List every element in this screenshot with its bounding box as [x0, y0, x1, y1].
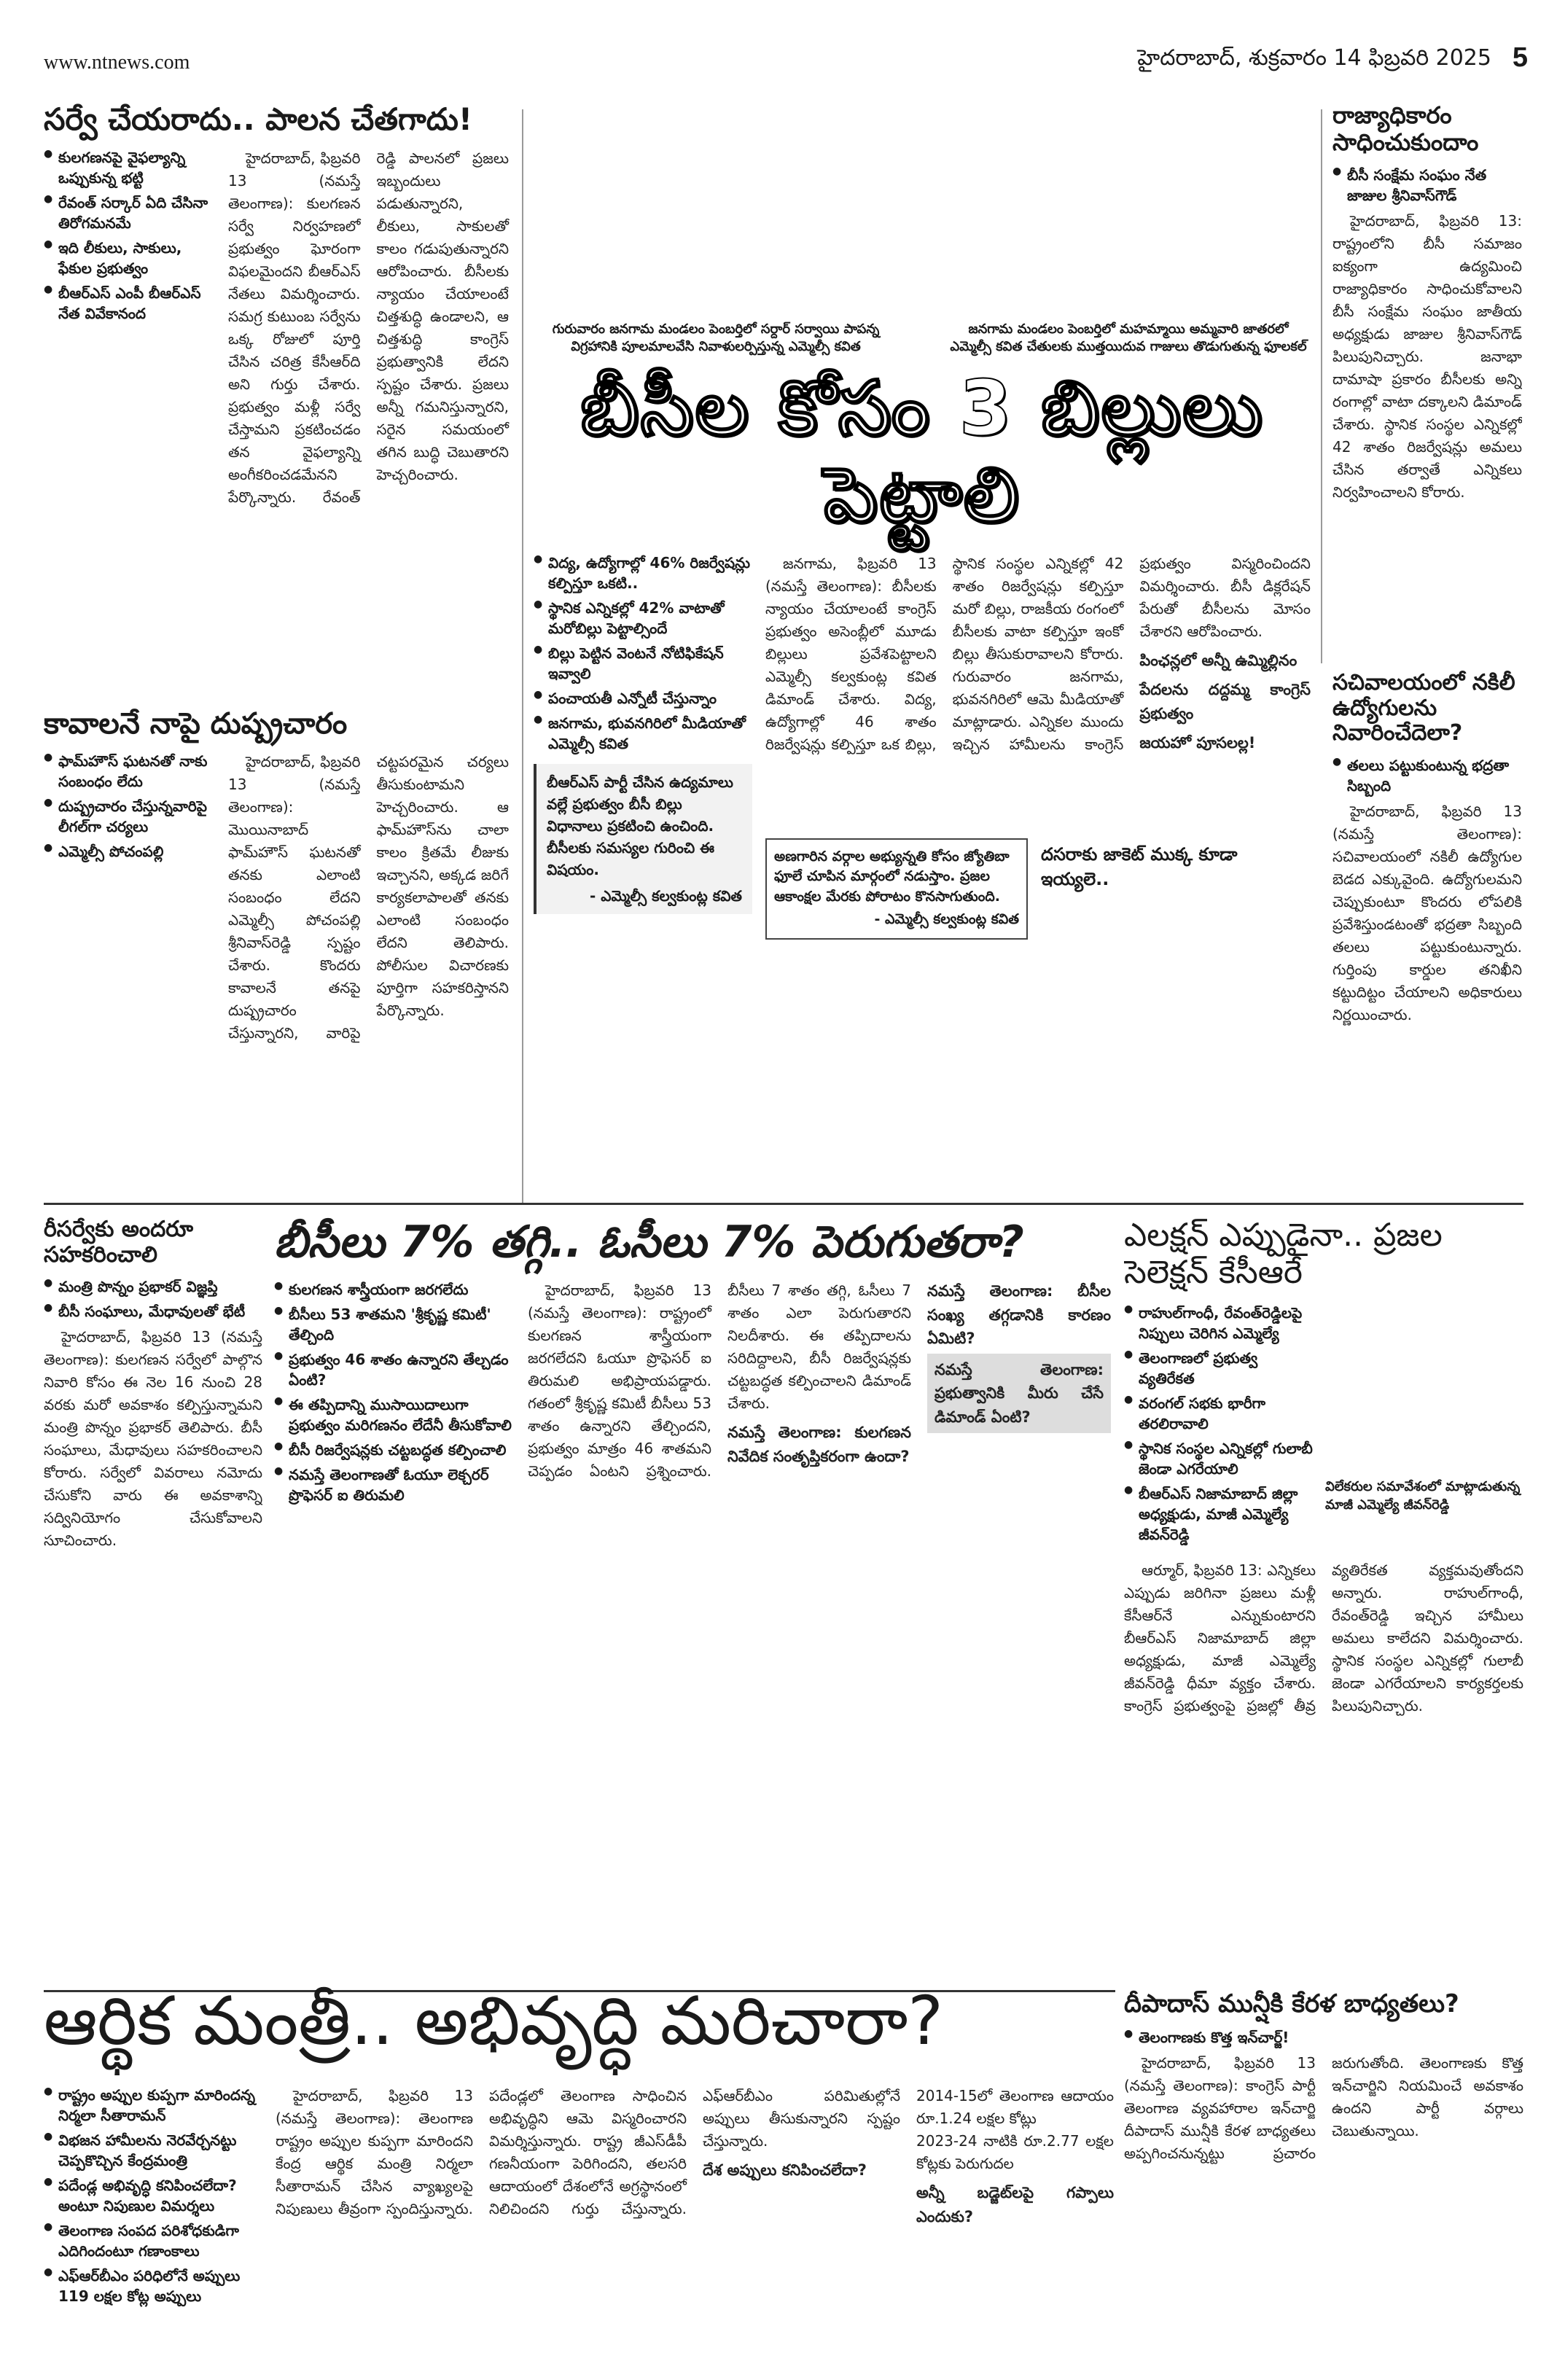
- bullets-deepadas: [1124, 2027, 1523, 2048]
- bullets-lead: [534, 553, 752, 754]
- photo-caption-left: గురువారం జనగామ మండలం పెంబర్తిలో సర్దార్ సర్వాయి పాపన్న విగ్రహానికి పూలమాలవేసి నివాళులర్పిస్తున్న ఎమ్మెల్సీ కవిత: [552, 321, 880, 355]
- body-lead: [765, 553, 1311, 830]
- body-paragraph: హైదరాబాద్, ఫిబ్రవరి 13 (నమస్తే తెలంగాణ): రాష్ట్రంలో కులగణన శాస్త్రీయంగా జరగలేదని ఓయూ ప్రొఫెసర్ ఐ తిరుమలి అభిప్రాయపడ్డారు. గతంలో శ్రీకృష్ణ కమిటీ బీసీలు 53 శాతం ఉన్నారని తేల్చిందని, ప్రభుత్వం మాత్రం 46 శాతమని చెప్పడం ఏంటని ప్రశ్నించారు. బీసీలు 7 శాతం తగ్గి, ఓసీలు 7 శాతం ఎలా పెరుగుతారని నిలదీశారు. ఈ తప్పిదాలను సరిదిద్దాలని, బీసీ రిజర్వేషన్లకు చట్టబద్ధత కల్పించాలని డిమాండ్ చేశారు.: [528, 1281, 911, 1480]
- headline-election: ఎలక్షన్ ఎప్పుడైనా.. ప్రజల సెలెక్షన్ కేసీఆరే: [1124, 1217, 1443, 1291]
- column-divider: [1321, 109, 1322, 663]
- body-secretariat: [1332, 800, 1522, 1179]
- quote-text: బీఆర్ఎస్ పార్టీ చేసిన ఉద్యమాలు వల్లే ప్రభుత్వం బీసీ బిల్లు విధానాలు ప్రకటించి ఉంచింది. బీసీలకు సమస్యల గురించి ఈ విషయం.: [547, 773, 733, 878]
- bullet: ● బీసీ రిజర్వేషన్లకు చట్టబద్ధత కల్పించాలి: [274, 1440, 515, 1460]
- body-finance: [276, 2085, 1114, 2354]
- story-dushprachaaram: [44, 707, 510, 1188]
- bullet: ● ప్రభుత్వం 46 శాతం ఉన్నారని తేల్చడం ఏంటి?: [274, 1349, 515, 1390]
- bullet: ● నమస్తే తెలంగాణతో ఓయూ లెక్చరర్ ప్రొఫెసర్ ఐ తిరుమలి: [274, 1464, 515, 1505]
- body-paragraph: హైదరాబాద్, ఫిబ్రవరి 13 (నమస్తే తెలంగాణ): కులగణన సర్వేలో పాల్గొన నివారి కోసం ఈ నెల 16 నుంచి 28 వరకు మరో అవకాశం కల్పిస్తున్నామని మంత్రి పొన్నం ప్రభాకర్ తెలిపారు. బీసీ సంఘాలు, మేధావులు సహకరించాలని కోరారు. సర్వేలో వివరాలు నమోదు చేసుకోని వారు ఈ అవకాశాన్ని సద్వినియోగం చేసుకోవాలని సూచించారు.: [44, 1328, 262, 1549]
- headline-finance: ఆర్థిక మంత్రీ.. అభివృద్ధి మరిచారా?: [44, 1982, 944, 2060]
- headline-survey: సర్వే చేయరాదు.. పాలన చేతగాదు!: [44, 102, 473, 137]
- interview-question-highlight: నమస్తే తెలంగాణ: ప్రభుత్వానికి మీరు చేసే డిమాండ్ ఏంటి?: [927, 1354, 1111, 1434]
- interview-question: నమస్తే తెలంగాణ: బీసీల సంఖ్య తగ్గడానికి కారణం ఏమిటి?: [927, 1282, 1111, 1348]
- headline-deepadas: దీపాదాస్ మున్షీకి కేరళ బాధ్యతలు?: [1124, 1990, 1459, 2018]
- bullet: ● రాహుల్‌గాంధీ, రేవంత్‌రెడ్డిలపై నిప్పులు చెరిగిన ఎమ్మెల్యే: [1124, 1303, 1314, 1343]
- bullet: ● బిల్లు పెట్టిన వెంటనే నోటిఫికేషన్ ఇవ్వాలి: [534, 643, 752, 684]
- body-rajyadhikaram: [1332, 210, 1522, 618]
- bullet: ● బీసీ సంఘాలు, మేధావులతో భేటీ: [44, 1301, 262, 1322]
- body-paragraph: జనగామ, ఫిబ్రవరి 13 (నమస్తే తెలంగాణ): బీసీలకు న్యాయం చేయాలంటే కాంగ్రెస్ ప్రభుత్వం అసెంబ్లీలో మూడు బిల్లులు ప్రవేశపెట్టాలని ఎమ్మెల్సీ కల్వకుంట్ల కవిత డిమాండ్ చేశారు. విద్య, ఉద్యోగాల్లో 46 శాతం రిజర్వేషన్లు కల్పిస్తూ ఒక బిల్లు, స్థానిక సంస్థల ఎన్నికల్లో 42 శాతం రిజర్వేషన్లు కల్పిస్తూ మరో బిల్లు, రాజకీయ రంగంలో బీసీలకు వాటా కల్పిస్తూ ఇంకో బిల్లు తీసుకురావాలని కోరారు. గురువారం జనగామ, భువనగిరిలో ఆమె మీడియాతో మాట్లాడారు. ఎన్నికల ముందు ఇచ్చిన హామీలను కాంగ్రెస్ ప్రభుత్వం విస్మరించిందని విమర్శించారు. బీసీ డిక్లరేషన్ పేరుతో బీసీలను మోసం చేశారని ఆరోపించారు.: [765, 554, 1311, 753]
- bullet: ● ఫామ్‌హౌస్ ఘటనతో నాకు సంబంధం లేదు: [44, 751, 215, 792]
- bullet: ● తెలంగాణ సంపద పరిశోధకుడిగా ఎదిగిందంటూ గణాంకాలు: [44, 2220, 262, 2261]
- bullet: ● ఎమ్మెల్సీ పోచంపల్లి: [44, 841, 215, 862]
- story-lead: [534, 321, 1311, 1181]
- subhead: పింఛన్లలో అన్నీ ఉమ్మిల్లినం: [1139, 651, 1298, 669]
- bullet: ● ఈ తప్పిదాన్ని ముసాయిదాలుగా ప్రభుత్వం మరిగణనం లేదేనీ తీసుకోవాలి: [274, 1394, 515, 1435]
- body-survey: [228, 147, 509, 650]
- bullets-finance: [44, 2085, 262, 2306]
- subhead: దసరాకు జాకెట్ ముక్క కూడా ఇయ్యలె..: [1041, 843, 1238, 889]
- bullet: ● బీసీ సంక్షేమ సంఘం నేత జాజుల శ్రీనివాస్‌గౌడ్: [1332, 165, 1522, 206]
- body-dushprachaaram: [228, 751, 509, 1159]
- body-deepadas: [1124, 2052, 1523, 2344]
- bullet: ● పదేండ్ల అభివృద్ధి కనిపించలేదా? అంటూ నిపుణుల విమర్శలు: [44, 2175, 262, 2216]
- story-deepadas: [1124, 1990, 1523, 2362]
- bullet: ● కులగణనపై వైఫల్యాన్ని ఒప్పుకున్న భట్టి: [44, 147, 215, 188]
- callout-attribution: - ఎమ్మెల్సీ కల్వకుంట్ల కవిత: [874, 911, 1019, 928]
- bullets-bc7: [274, 1279, 515, 1505]
- site-url[interactable]: www.ntnews.com: [44, 51, 190, 74]
- headline-dushprachaaram: కావాలనే నాపై దుష్ప్రచారం: [44, 707, 348, 741]
- headline-resurvey: రీసర్వేకు అందరూ సహకరించాలి: [44, 1217, 194, 1268]
- bullets-dushprachaaram: [44, 751, 215, 862]
- bullet: ● జనగామ, భువనగిరిలో మీడియాతో ఎమ్మెల్సీ కవిత: [534, 713, 752, 754]
- photo-caption-right: జనగామ మండలం పెంబర్తిలో మహమ్మాయి అమ్మవారి జాతరలో ఎమ్మెల్సీ కవిత చేతులకు ముత్తయిదువ గాజులు తొడుగుతున్న ఫూలకల్: [950, 321, 1307, 355]
- bullet: ● విభజన హామీలను నెరవేర్చనట్టు చెప్పకొచ్చిన కేంద్రమంత్రి: [44, 2130, 262, 2171]
- bullet: ● రేవంత్ సర్కార్ ఏది చేసినా తిరోగమనమే: [44, 192, 215, 233]
- photo-caption: విలేకరుల సమావేశంలో మాట్లాడుతున్న మాజీ ఎమ్మెల్యే జీవన్‌రెడ్డి: [1325, 1479, 1521, 1513]
- body-paragraph: హైదరాబాద్, ఫిబ్రవరి 13: రాష్ట్రంలోని బీసీ సమాజం ఐక్యంగా ఉద్యమించి రాజ్యాధికారం సాధించుకోవాలని బీసీ సంక్షేమ సంఘం జాతీయ అధ్యక్షుడు జాజుల శ్రీనివాస్‌గౌడ్ పిలుపునిచ్చారు. జనాభా దామాషా ప్రకారం బీసీలకు అన్ని రంగాల్లో వాటా దక్కాలని డిమాండ్ చేశారు. స్థానిక సంస్థల ఎన్నికల్లో 42 శాతం రిజర్వేషన్లు అమలు చేసిన తర్వాతే ఎన్నికలు నిర్వహించాలని కోరారు.: [1332, 211, 1522, 501]
- bullet: ● దుష్ప్రచారం చేస్తున్నవారిపై లీగల్‌గా చర్యలు: [44, 796, 215, 837]
- quote-attribution: - ఎమ్మెల్సీ కల్వకుంట్ల కవిత: [590, 886, 742, 905]
- bullet: ● తలలు పట్టుకుంటున్న భద్రతా సిబ్బంది: [1332, 755, 1522, 796]
- bullet: ● రాష్ట్రం అప్పుల కుప్పగా మారిందన్న నిర్మలా సీతారామన్: [44, 2085, 262, 2126]
- bullet: ● పంచాయతీ ఎన్నోటీ చేస్తున్నాం: [534, 688, 752, 709]
- masthead: [0, 0, 1557, 80]
- subhead: పేదలను దద్దమ్మ కాంగ్రెస్ ప్రభుత్వం: [1139, 681, 1311, 722]
- callout-box: [765, 838, 1028, 940]
- story-finance-body: [44, 2085, 1115, 2362]
- story-survey: [44, 102, 510, 685]
- headline-secretariat: సచివాలయంలో నకిలీ ఉద్యోగులను నివారించేదెలా?: [1332, 671, 1515, 746]
- headline-lead: బీసీల కోసం 3 బిల్లులు పెట్టాలి: [580, 363, 1264, 540]
- section-divider: [44, 1203, 1523, 1205]
- bullet: ● స్థానిక ఎన్నికల్లో 42% వాటాతో మరోబిల్లు పెట్టాల్సిందే: [534, 598, 752, 639]
- body-paragraph: ఆర్మూర్, ఫిబ్రవరి 13: ఎన్నికలు ఎప్పుడు జరిగినా ప్రజలు మళ్లీ కేసీఆర్‌నే ఎన్నుకుంటారని బీఆర్ఎస్ నిజామాబాద్ జిల్లా అధ్యక్షుడు, మాజీ ఎమ్మెల్యే జీవన్‌రెడ్డి ధీమా వ్యక్తం చేశారు. కాంగ్రెస్ ప్రభుత్వంపై ప్రజల్లో తీవ్ర వ్యతిరేకత వ్యక్తమవుతోందని అన్నారు. రాహుల్‌గాంధీ, రేవంత్‌రెడ్డి ఇచ్చిన హామీలు అమలు కాలేదని విమర్శించారు. స్థానిక సంస్థల ఎన్నికల్లో గులాబీ జెండా ఎగరేయాలని కార్యకర్తలకు పిలుపునిచ్చారు.: [1124, 1561, 1523, 1715]
- list-item: 2014-15లో తెలంగాణ ఆదాయం రూ.1.24 లక్షల కోట్లు: [916, 2087, 1114, 2127]
- story-secretariat: [1332, 671, 1522, 1181]
- bullet: ● మంత్రి పొన్నం ప్రభాకర్ విజ్ఞప్తి: [44, 1276, 262, 1297]
- bullet: ● స్థానిక సంస్థల ఎన్నికల్లో గులాబీ జెండా ఎగరేయాలి: [1124, 1438, 1314, 1479]
- body-paragraph: హైదరాబాద్, ఫిబ్రవరి 13 (నమస్తే తెలంగాణ): తెలంగాణ రాష్ట్రం అప్పుల కుప్పగా మారిందని కేంద్ర ఆర్థిక మంత్రి నిర్మలా సీతారామన్ చేసిన వ్యాఖ్యలపై నిపుణులు తీవ్రంగా స్పందిస్తున్నారు. పదేండ్లలో తెలంగాణ సాధించిన అభివృద్ధిని ఆమె విస్మరించారని విమర్శిస్తున్నారు. రాష్ట్ర జీఎస్‌డీపీ గణనీయంగా పెరిగిందని, తలసరి ఆదాయంలో దేశంలోనే అగ్రస్థానంలో నిలిచిందని గుర్తు చేస్తున్నారు. ఎఫ్‌ఆర్‌బీఎం పరిమితుల్లోనే అప్పులు తీసుకున్నారని స్పష్టం చేస్తున్నారు.: [276, 2087, 900, 2217]
- bullets-rajyadhikaram: [1332, 165, 1522, 206]
- page-number: 5: [1512, 42, 1528, 73]
- bullet: ● తెలంగాణలో ప్రభుత్వ వ్యతిరేకత: [1124, 1348, 1314, 1389]
- bullet: ● ఎఫ్‌ఆర్‌బీఎం పరిధిలోనే అప్పులు 119 లక్షల కోట్ల అప్పులు: [44, 2266, 262, 2306]
- dateline: హైదరాబాద్, శుక్రవారం 14 ఫిబ్రవరి 2025: [1137, 45, 1491, 71]
- bullet: ● బీఆర్ఎస్ ఎంపీ బీఆర్ఎస్ నేత వివేకానంద: [44, 283, 215, 324]
- interview-question: నమస్తే తెలంగాణ: కులగణన నివేదిక సంతృప్తికరంగా ఉందా?: [727, 1424, 911, 1465]
- bullet: ● కులగణన శాస్త్రీయంగా జరగలేదు: [274, 1279, 515, 1300]
- quote-box: [534, 764, 752, 914]
- subhead: అన్నీ బడ్జెట్‌లపై గప్పాలు ఎందుకు?: [916, 2184, 1114, 2225]
- bullets-secretariat: [1332, 755, 1522, 796]
- headline-bc7: బీసీలు 7% తగ్గి.. ఓసీలు 7% పెరుగుతరా?: [274, 1217, 1024, 1268]
- body-paragraph: హైదరాబాద్, ఫిబ్రవరి 13 (నమస్తే తెలంగాణ): సచివాలయంలో నకిలీ ఉద్యోగుల బెడద ఎక్కువైంది. ఉద్యోగులమని చెప్పుకుంటూ కొందరు లోపలికి ప్రవేశిస్తుండటంతో భద్రతా సిబ్బంది తలలు పట్టుకుంటున్నారు. గుర్తింపు కార్డుల తనిఖీని కట్టుదిట్టం చేయాలని అధికారులు నిర్ణయించారు.: [1332, 802, 1522, 1023]
- body-election: [1124, 1559, 1523, 1924]
- column-divider: [522, 109, 523, 1203]
- bullets-survey: [44, 147, 215, 324]
- callout-text: అణగారిన వర్గాల అభ్యున్నతి కోసం జ్యోతిబా ఫూలే చూపిన మార్గంలో నడుస్తాం. ప్రజల ఆకాంక్షల మేరకు పోరాటం కొనసాగుతుంది.: [774, 848, 1010, 905]
- story-election: [1124, 1217, 1523, 1975]
- subhead: దేశ అప్పులు కనిపించలేదా?: [703, 2161, 867, 2179]
- headline-rajyadhikaram: రాజ్యాధికారం సాధించుకుందాం: [1332, 102, 1479, 156]
- story-rajyadhikaram: [1332, 102, 1522, 656]
- bullet: ● బీఆర్ఎస్ నిజామాబాద్ జిల్లా అధ్యక్షుడు, మాజీ ఎమ్మెల్యే జీవన్‌రెడ్డి: [1124, 1483, 1314, 1545]
- list-item: 2023-24 నాటికి రూ.2.77 లక్షల కోట్లకు పెరుగుదల: [916, 2132, 1114, 2172]
- bullets-election: [1124, 1303, 1314, 1545]
- body-paragraph: హైదరాబాద్, ఫిబ్రవరి 13 (నమస్తే తెలంగాణ): కాంగ్రెస్ పార్టీ తెలంగాణ వ్యవహారాల ఇన్‌చార్జి దీపాదాస్ మున్షీకి కేరళ బాధ్యతలు అప్పగించనున్నట్టు ప్రచారం జరుగుతోంది. తెలంగాణకు కొత్త ఇన్‌చార్జిని నియమించే అవకాశం ఉందని పార్టీ వర్గాలు చెబుతున్నాయి.: [1124, 2054, 1523, 2163]
- bullets-resurvey: [44, 1276, 262, 1322]
- bullet: ● విద్య, ఉద్యోగాల్లో 46% రిజర్వేషన్లు కల్పిస్తూ ఒకటి..: [534, 553, 752, 593]
- bullet: ● వరంగల్ సభకు భారీగా తరలిరావాలి: [1124, 1393, 1314, 1434]
- bullet: ● తెలంగాణకు కొత్త ఇన్‌చార్జ్!: [1124, 2027, 1523, 2048]
- body-paragraph: హైదరాబాద్, ఫిబ్రవరి 13 (నమస్తే తెలంగాణ): మొయినాబాద్ ఫామ్‌హౌస్ ఘటనతో తనకు ఎలాంటి సంబంధం లేదని ఎమ్మెల్సీ పోచంపల్లి శ్రీనివాస్‌రెడ్డి స్పష్టం చేశారు. కొందరు కావాలనే తనపై దుష్ప్రచారం చేస్తున్నారని, వారిపై చట్టపరమైన చర్యలు తీసుకుంటామని హెచ్చరించారు. ఆ ఫామ్‌హౌస్‌ను చాలా కాలం క్రితమే లీజుకు ఇచ్చానని, అక్కడ జరిగే కార్యకలాపాలతో తనకు ఎలాంటి సంబంధం లేదని తెలిపారు. పోలీసుల విచారణకు పూర్తిగా సహకరిస్తానని పేర్కొన్నారు.: [228, 753, 509, 1042]
- bullet: ● బీసీలు 53 శాతమని 'శ్రీకృష్ణ కమిటీ' తేల్చింది: [274, 1304, 515, 1345]
- body-paragraph: హైదరాబాద్, ఫిబ్రవరి 13 (నమస్తే తెలంగాణ): కులగణన సర్వే నిర్వహణలో ప్రభుత్వం ఘోరంగా విఫలమైందని బీఆర్ఎస్ నేతలు విమర్శించారు. సమగ్ర కుటుంబ సర్వేను ఒక్క రోజులో పూర్తి చేసిన చరిత్ర కేసీఆర్‌ది అని గుర్తు చేశారు. ప్రభుత్వం మళ్లీ సర్వే చేస్తామని ప్రకటించడం తన వైఫల్యాన్ని అంగీకరించడమేనని పేర్కొన్నారు. రేవంత్ రెడ్డి పాలనలో ప్రజలు ఇబ్బందులు పడుతున్నారని, లీకులు, సాకులతో కాలం గడుపుతున్నారని ఆరోపించారు. బీసీలకు న్యాయం చేయాలంటే చిత్తశుద్ధి ఉండాలని, ఆ చిత్తశుద్ధి కాంగ్రెస్ ప్రభుత్వానికి లేదని స్పష్టం చేశారు. ప్రజలు అన్నీ గమనిస్తున్నారని, సరైన సమయంలో తగిన బుద్ధి చెబుతారని హెచ్చరించారు.: [228, 149, 509, 507]
- bullet: ● ఇది లీకులు, సాకులు, ఫేకుల ప్రభుత్వం: [44, 238, 215, 278]
- subhead: జయహో పూసలల్ల!: [1139, 734, 1256, 752]
